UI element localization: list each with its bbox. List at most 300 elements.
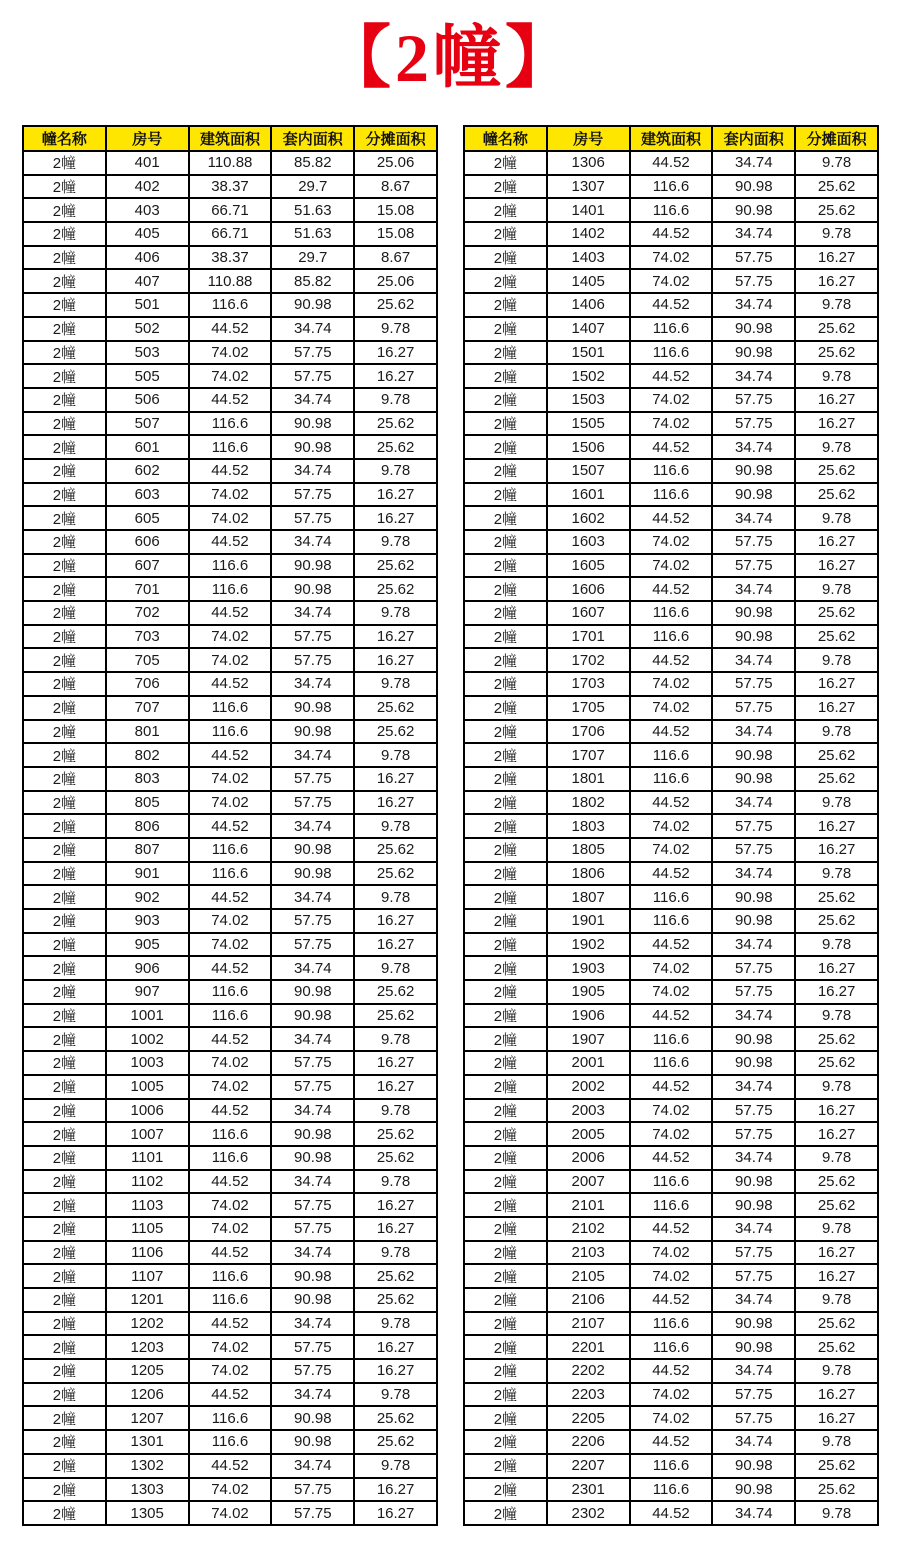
table-cell: 2107 [547, 1312, 630, 1336]
table-cell: 806 [106, 814, 189, 838]
table-row [464, 483, 878, 507]
table-cell: 16.27 [795, 980, 878, 1004]
table-cell: 2幢 [464, 1193, 547, 1217]
table-cell: 1105 [106, 1217, 189, 1241]
table-row [23, 696, 437, 720]
table-row [23, 814, 437, 838]
table-row [464, 222, 878, 246]
table-cell: 703 [106, 625, 189, 649]
table-cell: 44.52 [630, 862, 713, 886]
table-row [23, 388, 437, 412]
table-row [23, 483, 437, 507]
column-header: 房号 [106, 126, 189, 151]
table-cell: 116.6 [189, 1288, 272, 1312]
table-cell: 16.27 [795, 1122, 878, 1146]
table-row [23, 1241, 437, 1265]
table-cell: 1807 [547, 885, 630, 909]
table-row [23, 175, 437, 199]
table-cell: 74.02 [189, 648, 272, 672]
table-cell: 90.98 [712, 459, 795, 483]
table-cell: 16.27 [354, 909, 437, 933]
table-cell: 74.02 [189, 767, 272, 791]
table-cell: 74.02 [189, 625, 272, 649]
table-cell: 16.27 [354, 625, 437, 649]
table-cell: 16.27 [354, 1075, 437, 1099]
table-cell: 38.37 [189, 246, 272, 270]
table-cell: 44.52 [189, 459, 272, 483]
table-row [23, 1099, 437, 1123]
table-cell: 2103 [547, 1241, 630, 1265]
table-cell: 57.75 [271, 1335, 354, 1359]
table-cell: 1502 [547, 364, 630, 388]
table-cell: 9.78 [354, 1099, 437, 1123]
table-cell: 57.75 [712, 980, 795, 1004]
table-row [23, 198, 437, 222]
table-cell: 2005 [547, 1122, 630, 1146]
table-cell: 25.62 [795, 198, 878, 222]
table-cell: 2幢 [464, 293, 547, 317]
table-cell: 90.98 [271, 1406, 354, 1430]
table-cell: 44.52 [630, 1075, 713, 1099]
table-cell: 25.06 [354, 269, 437, 293]
table-cell: 2001 [547, 1051, 630, 1075]
table-row [464, 1454, 878, 1478]
table-cell: 2幢 [23, 1170, 106, 1194]
table-cell: 57.75 [271, 1051, 354, 1075]
table-cell: 1507 [547, 459, 630, 483]
table-cell: 90.98 [712, 1454, 795, 1478]
table-row [23, 791, 437, 815]
table-cell: 57.75 [271, 1501, 354, 1525]
table-cell: 116.6 [189, 1122, 272, 1146]
table-cell: 2幢 [23, 720, 106, 744]
table-row [464, 1406, 878, 1430]
table-cell: 9.78 [354, 459, 437, 483]
table-cell: 90.98 [712, 1312, 795, 1336]
table-cell: 506 [106, 388, 189, 412]
table-row [464, 743, 878, 767]
table-cell: 1002 [106, 1027, 189, 1051]
table-row [23, 435, 437, 459]
table-cell: 74.02 [630, 696, 713, 720]
table-cell: 1201 [106, 1288, 189, 1312]
area-table-left [22, 125, 438, 1526]
table-cell: 90.98 [712, 1478, 795, 1502]
table-cell: 2幢 [464, 767, 547, 791]
table-cell: 90.98 [712, 341, 795, 365]
column-header: 分摊面积 [795, 126, 878, 151]
table-cell: 2202 [547, 1359, 630, 1383]
table-cell: 2幢 [464, 672, 547, 696]
table-cell: 2幢 [464, 814, 547, 838]
table-cell: 34.74 [271, 1027, 354, 1051]
table-cell: 74.02 [189, 933, 272, 957]
table-cell: 34.74 [271, 317, 354, 341]
table-cell: 2幢 [23, 1335, 106, 1359]
table-cell: 116.6 [189, 862, 272, 886]
table-cell: 9.78 [354, 1170, 437, 1194]
table-cell: 2幢 [464, 1004, 547, 1028]
table-cell: 116.6 [630, 1335, 713, 1359]
table-cell: 25.62 [354, 980, 437, 1004]
table-cell: 2幢 [23, 625, 106, 649]
table-cell: 1803 [547, 814, 630, 838]
table-cell: 1405 [547, 269, 630, 293]
table-cell: 34.74 [712, 1288, 795, 1312]
table-cell: 74.02 [630, 980, 713, 1004]
table-cell: 116.6 [630, 1193, 713, 1217]
table-cell: 116.6 [630, 909, 713, 933]
table-cell: 1307 [547, 175, 630, 199]
table-cell: 34.74 [712, 1075, 795, 1099]
table-cell: 2幢 [464, 1406, 547, 1430]
table-row [23, 1312, 437, 1336]
table-row [23, 1383, 437, 1407]
table-cell: 2幢 [464, 530, 547, 554]
table-row [23, 412, 437, 436]
table-cell: 8.67 [354, 246, 437, 270]
table-cell: 74.02 [630, 838, 713, 862]
table-cell: 402 [106, 175, 189, 199]
table-cell: 34.74 [271, 1312, 354, 1336]
table-cell: 57.75 [712, 1406, 795, 1430]
tables-container [0, 125, 900, 1526]
table-cell: 74.02 [189, 1075, 272, 1099]
table-cell: 116.6 [630, 743, 713, 767]
table-cell: 2幢 [23, 388, 106, 412]
table-cell: 74.02 [189, 909, 272, 933]
table-cell: 74.02 [189, 341, 272, 365]
table-cell: 2幢 [464, 838, 547, 862]
table-cell: 116.6 [189, 1430, 272, 1454]
table-cell: 57.75 [712, 246, 795, 270]
table-cell: 2幢 [23, 554, 106, 578]
table-cell: 25.62 [354, 435, 437, 459]
table-cell: 2幢 [23, 151, 106, 175]
table-cell: 2幢 [464, 1122, 547, 1146]
table-cell: 2幢 [464, 151, 547, 175]
table-row [23, 1122, 437, 1146]
table-row [464, 459, 878, 483]
table-row [464, 317, 878, 341]
table-cell: 34.74 [271, 459, 354, 483]
table-cell: 2幢 [23, 1146, 106, 1170]
table-cell: 2幢 [23, 1217, 106, 1241]
table-row [464, 791, 878, 815]
table-row [23, 885, 437, 909]
table-cell: 9.78 [354, 743, 437, 767]
table-cell: 90.98 [712, 1335, 795, 1359]
table-cell: 9.78 [354, 1383, 437, 1407]
table-cell: 2幢 [464, 317, 547, 341]
table-row [464, 1170, 878, 1194]
table-cell: 2幢 [23, 269, 106, 293]
table-cell: 25.62 [795, 1027, 878, 1051]
table-cell: 1202 [106, 1312, 189, 1336]
table-row [464, 767, 878, 791]
table-cell: 25.62 [795, 1478, 878, 1502]
table-cell: 505 [106, 364, 189, 388]
table-cell: 34.74 [712, 1501, 795, 1525]
table-cell: 1706 [547, 720, 630, 744]
table-cell: 44.52 [189, 1027, 272, 1051]
table-cell: 57.75 [271, 364, 354, 388]
table-row [23, 317, 437, 341]
table-cell: 44.52 [189, 743, 272, 767]
table-row [23, 1193, 437, 1217]
table-cell: 66.71 [189, 222, 272, 246]
table-row [23, 293, 437, 317]
table-cell: 25.62 [354, 1430, 437, 1454]
table-row [464, 1264, 878, 1288]
table-cell: 74.02 [630, 814, 713, 838]
table-cell: 701 [106, 577, 189, 601]
table-cell: 902 [106, 885, 189, 909]
table-cell: 16.27 [354, 1359, 437, 1383]
table-cell: 116.6 [630, 601, 713, 625]
table-cell: 90.98 [712, 317, 795, 341]
table-cell: 51.63 [271, 222, 354, 246]
table-row [464, 1501, 878, 1525]
table-cell: 2幢 [464, 506, 547, 530]
table-cell: 1905 [547, 980, 630, 1004]
table-cell: 9.78 [795, 1430, 878, 1454]
table-row [464, 1217, 878, 1241]
table-cell: 2幢 [23, 909, 106, 933]
table-cell: 2幢 [23, 1099, 106, 1123]
table-cell: 44.52 [630, 151, 713, 175]
table-row [23, 1264, 437, 1288]
table-row [464, 1359, 878, 1383]
table-cell: 602 [106, 459, 189, 483]
table-cell: 2101 [547, 1193, 630, 1217]
table-cell: 1802 [547, 791, 630, 815]
table-cell: 57.75 [271, 341, 354, 365]
table-cell: 2幢 [23, 175, 106, 199]
table-cell: 1103 [106, 1193, 189, 1217]
table-row [23, 933, 437, 957]
table-cell: 2幢 [23, 862, 106, 886]
table-cell: 44.52 [630, 1288, 713, 1312]
table-cell: 1503 [547, 388, 630, 412]
table-cell: 2幢 [23, 767, 106, 791]
table-cell: 1907 [547, 1027, 630, 1051]
table-row [23, 672, 437, 696]
table-cell: 2幢 [464, 554, 547, 578]
table-cell: 1302 [106, 1454, 189, 1478]
table-cell: 705 [106, 648, 189, 672]
table-cell: 1001 [106, 1004, 189, 1028]
page-title: 【2幢】 [322, 20, 577, 96]
table-cell: 29.7 [271, 175, 354, 199]
table-cell: 9.78 [795, 933, 878, 957]
table-row [464, 1027, 878, 1051]
table-cell: 2幢 [464, 1241, 547, 1265]
header-row [464, 126, 878, 151]
table-cell: 90.98 [271, 862, 354, 886]
table-cell: 57.75 [271, 648, 354, 672]
table-cell: 51.63 [271, 198, 354, 222]
table-row [23, 364, 437, 388]
table-cell: 1401 [547, 198, 630, 222]
table-cell: 401 [106, 151, 189, 175]
table-row [23, 246, 437, 270]
table-cell: 1206 [106, 1383, 189, 1407]
table-cell: 2幢 [464, 1099, 547, 1123]
table-row [23, 341, 437, 365]
table-cell: 2002 [547, 1075, 630, 1099]
table-cell: 407 [106, 269, 189, 293]
table-cell: 44.52 [189, 530, 272, 554]
table-cell: 116.6 [630, 459, 713, 483]
table-cell: 16.27 [795, 696, 878, 720]
table-cell: 16.27 [795, 246, 878, 270]
table-cell: 44.52 [630, 1004, 713, 1028]
table-cell: 2幢 [464, 175, 547, 199]
table-cell: 2幢 [23, 672, 106, 696]
table-cell: 25.62 [354, 720, 437, 744]
table-cell: 25.62 [795, 175, 878, 199]
table-cell: 57.75 [712, 1099, 795, 1123]
table-row [464, 1335, 878, 1359]
table-cell: 16.27 [795, 956, 878, 980]
table-cell: 74.02 [630, 1122, 713, 1146]
column-header: 建筑面积 [189, 126, 272, 151]
table-cell: 116.6 [189, 577, 272, 601]
table-row [464, 1241, 878, 1265]
table-row [23, 1430, 437, 1454]
table-cell: 9.78 [795, 1501, 878, 1525]
table-cell: 2幢 [464, 1217, 547, 1241]
table-cell: 90.98 [271, 838, 354, 862]
table-cell: 1806 [547, 862, 630, 886]
table-cell: 90.98 [271, 554, 354, 578]
table-cell: 25.62 [354, 696, 437, 720]
table-cell: 16.27 [795, 412, 878, 436]
table-cell: 116.6 [630, 1454, 713, 1478]
table-cell: 2幢 [464, 720, 547, 744]
column-header: 分摊面积 [354, 126, 437, 151]
table-cell: 57.75 [712, 1383, 795, 1407]
table-cell: 601 [106, 435, 189, 459]
table-cell: 44.52 [630, 1430, 713, 1454]
table-cell: 801 [106, 720, 189, 744]
table-cell: 90.98 [712, 625, 795, 649]
table-cell: 34.74 [712, 577, 795, 601]
table-cell: 44.52 [189, 1383, 272, 1407]
table-row [464, 956, 878, 980]
table-cell: 2幢 [23, 1004, 106, 1028]
table-cell: 16.27 [354, 648, 437, 672]
table-row [23, 1075, 437, 1099]
table-cell: 116.6 [630, 341, 713, 365]
table-cell: 16.27 [354, 767, 437, 791]
table-cell: 1707 [547, 743, 630, 767]
table-row [464, 175, 878, 199]
table-row [464, 1430, 878, 1454]
table-cell: 16.27 [354, 791, 437, 815]
table-cell: 44.52 [189, 1241, 272, 1265]
table-cell: 90.98 [712, 1051, 795, 1075]
table-cell: 116.6 [630, 1170, 713, 1194]
table-cell: 25.62 [795, 1193, 878, 1217]
table-cell: 90.98 [712, 885, 795, 909]
table-cell: 1607 [547, 601, 630, 625]
table-cell: 803 [106, 767, 189, 791]
table-cell: 1101 [106, 1146, 189, 1170]
table-row [464, 1004, 878, 1028]
table-cell: 34.74 [271, 601, 354, 625]
table-cell: 2幢 [464, 862, 547, 886]
table-cell: 2幢 [464, 648, 547, 672]
table-cell: 116.6 [189, 1004, 272, 1028]
table-cell: 44.52 [630, 791, 713, 815]
table-row [464, 1312, 878, 1336]
table-cell: 57.75 [712, 838, 795, 862]
table-cell: 2幢 [464, 1027, 547, 1051]
table-cell: 44.52 [630, 1501, 713, 1525]
table-cell: 116.6 [189, 554, 272, 578]
table-cell: 16.27 [795, 1406, 878, 1430]
table-cell: 74.02 [630, 672, 713, 696]
table-cell: 2幢 [23, 1075, 106, 1099]
table-cell: 1606 [547, 577, 630, 601]
table-cell: 25.06 [354, 151, 437, 175]
table-cell: 16.27 [354, 1193, 437, 1217]
table-cell: 116.6 [630, 625, 713, 649]
table-cell: 44.52 [630, 222, 713, 246]
table-cell: 57.75 [271, 791, 354, 815]
table-cell: 2幢 [23, 1264, 106, 1288]
table-cell: 507 [106, 412, 189, 436]
table-cell: 9.78 [795, 577, 878, 601]
table-row [464, 720, 878, 744]
table-cell: 25.62 [354, 293, 437, 317]
table-cell: 74.02 [630, 1406, 713, 1430]
table-cell: 2幢 [23, 530, 106, 554]
table-cell: 1702 [547, 648, 630, 672]
table-cell: 2幢 [464, 956, 547, 980]
table-cell: 25.62 [795, 1335, 878, 1359]
table-row [464, 1478, 878, 1502]
table-cell: 34.74 [712, 1359, 795, 1383]
table-cell: 90.98 [271, 577, 354, 601]
table-cell: 85.82 [271, 269, 354, 293]
table-cell: 74.02 [630, 554, 713, 578]
table-cell: 2102 [547, 1217, 630, 1241]
table-row [464, 1122, 878, 1146]
table-cell: 90.98 [271, 1264, 354, 1288]
table-row [23, 1027, 437, 1051]
table-cell: 2006 [547, 1146, 630, 1170]
table-cell: 44.52 [189, 1312, 272, 1336]
table-cell: 9.78 [354, 1241, 437, 1265]
table-cell: 116.6 [189, 838, 272, 862]
table-cell: 90.98 [271, 435, 354, 459]
table-cell: 57.75 [271, 1217, 354, 1241]
table-cell: 2幢 [464, 246, 547, 270]
table-cell: 90.98 [271, 1288, 354, 1312]
table-cell: 9.78 [354, 530, 437, 554]
table-row [464, 909, 878, 933]
table-cell: 16.27 [354, 1501, 437, 1525]
table-row [464, 341, 878, 365]
table-cell: 707 [106, 696, 189, 720]
table-row [23, 530, 437, 554]
table-cell: 2幢 [464, 1335, 547, 1359]
table-cell: 2幢 [464, 1501, 547, 1525]
table-cell: 44.52 [630, 435, 713, 459]
